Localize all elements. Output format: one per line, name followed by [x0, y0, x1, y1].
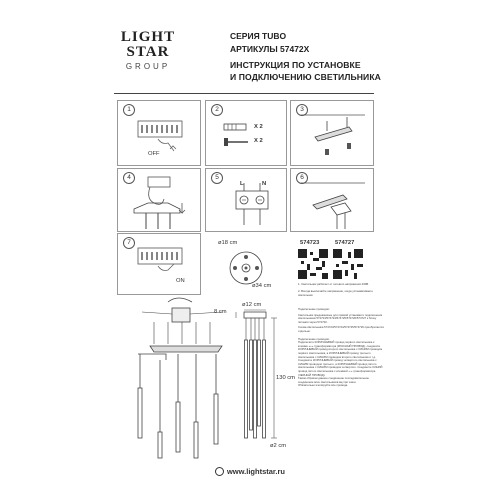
series-block — [230, 30, 309, 56]
wiring-paragraph: Подключение проводов: — [298, 336, 330, 341]
tube-diameter-label: ø2 cm — [270, 443, 287, 449]
step-6-panel — [290, 168, 374, 232]
wiring-paragraph: Схема светильника 574723/574724/574725/574726 приобретается отдельно. — [298, 325, 384, 333]
step-number: 5 — [211, 172, 223, 184]
logo-line-3: GROUP — [125, 62, 171, 71]
canopy-top-view — [226, 248, 266, 288]
brand-logo — [116, 30, 180, 71]
switch-on-illustration — [118, 234, 200, 294]
base-diameter-label: ø18 cm — [218, 240, 238, 246]
step-number: 3 — [296, 104, 308, 116]
step-7-panel — [117, 233, 201, 295]
step-number: 6 — [296, 172, 308, 184]
wiring-paragraph: Обязательно изолируйте все провода. — [298, 383, 348, 388]
qr-code-right — [333, 249, 363, 279]
logo-line-1: LIGHT — [120, 29, 176, 45]
step-1-panel — [117, 100, 201, 166]
globe-icon — [215, 467, 224, 476]
wiring-paragraph: Соедините КОРИЧНЕВЫЙ провод четвертого светильника с СИНИМ проводом третьего, а КОРИЧНЕВЫЙ провод пятого светильника с СИНИМ проводом четвертого. Соедините СИНИЙ провод пятого светильника с клеммой «-» трансформатора (ЧЕРНЫЙ ПРОВОД). — [298, 358, 383, 377]
article-numbers: АРТИКУЛЫ 57472X — [230, 44, 310, 54]
wiring-paragraph: Подключите КОРИЧНЕВЫЙ провод первого светильника к клемме «+» трансформатора (КРАСНЫЙ ПРОВОД), соедините КОРИЧНЕВЫЙ провод второго светильника с СИНИМ проводом первого светильника, а КОРИЧНЕВЫЙ провод третьего светильника с СИНИМ проводом второго светильника и т.д. — [298, 340, 383, 359]
header-divider — [114, 93, 374, 94]
terminal-block-illustration — [206, 169, 286, 231]
terminal-n-label: N — [262, 181, 267, 187]
website-url[interactable]: www.lightstar.ru — [226, 467, 286, 476]
step-2-panel — [205, 100, 287, 166]
canopy-fixing-illustration — [291, 169, 373, 231]
step-4-panel — [117, 168, 201, 232]
base-small-label: ø34 cm — [252, 283, 272, 289]
footer-website[interactable] — [0, 467, 500, 476]
step-number: 7 — [123, 237, 135, 249]
anchor-quantity: X 2 — [254, 124, 263, 130]
screw-quantity: X 2 — [254, 138, 263, 144]
canopy-diameter-label: ø12 cm — [242, 302, 262, 308]
wiring-paragraph: Таким образом данное соединение последовательное соединение всех светильников внутри чаши. — [298, 376, 369, 384]
canopy-height-label: 8 cm — [214, 309, 227, 315]
note-1: 1. Светильник работает от сетевого напряжения 230В. — [298, 282, 369, 286]
step-3-panel — [290, 100, 374, 166]
dimension-drawing — [214, 300, 294, 450]
on-label: ON — [176, 278, 185, 284]
document-title — [230, 59, 381, 83]
bracket-mounting-illustration — [291, 101, 373, 165]
note-2: 2. Всегда выключайте напряжение, когда устанавливаете светильник. — [298, 289, 373, 297]
qr-code-left — [298, 249, 328, 279]
wiring-paragraph: Подключение проводов: — [298, 307, 330, 311]
step-number: 4 — [123, 172, 135, 184]
title-line-2: И ПОДКЛЮЧЕНИЮ СВЕТИЛЬНИКА — [230, 72, 381, 82]
qr-label-left: 574723 — [300, 240, 320, 246]
wiring-paragraph: Светильник предназначен для прямой установки и подключения светильников 574723/574724/574725/574726/574727 к блоку питания через 574720. — [298, 312, 383, 324]
logo-line-2: STAR — [126, 44, 170, 60]
terminal-l-label: L — [240, 181, 244, 187]
step-5-panel — [205, 168, 287, 232]
length-label: 130 cm — [276, 375, 296, 381]
title-line-1: ИНСТРУКЦИЯ ПО УСТАНОВКЕ — [230, 60, 361, 70]
series-name: СЕРИЯ TUBO — [230, 31, 287, 41]
qr-label-right: 574727 — [335, 240, 355, 246]
step-number: 2 — [211, 104, 223, 116]
wiring-hand-illustration — [118, 169, 200, 231]
wiring-text-block — [298, 308, 384, 388]
step-number: 1 — [123, 104, 135, 116]
off-label: OFF — [148, 151, 160, 157]
